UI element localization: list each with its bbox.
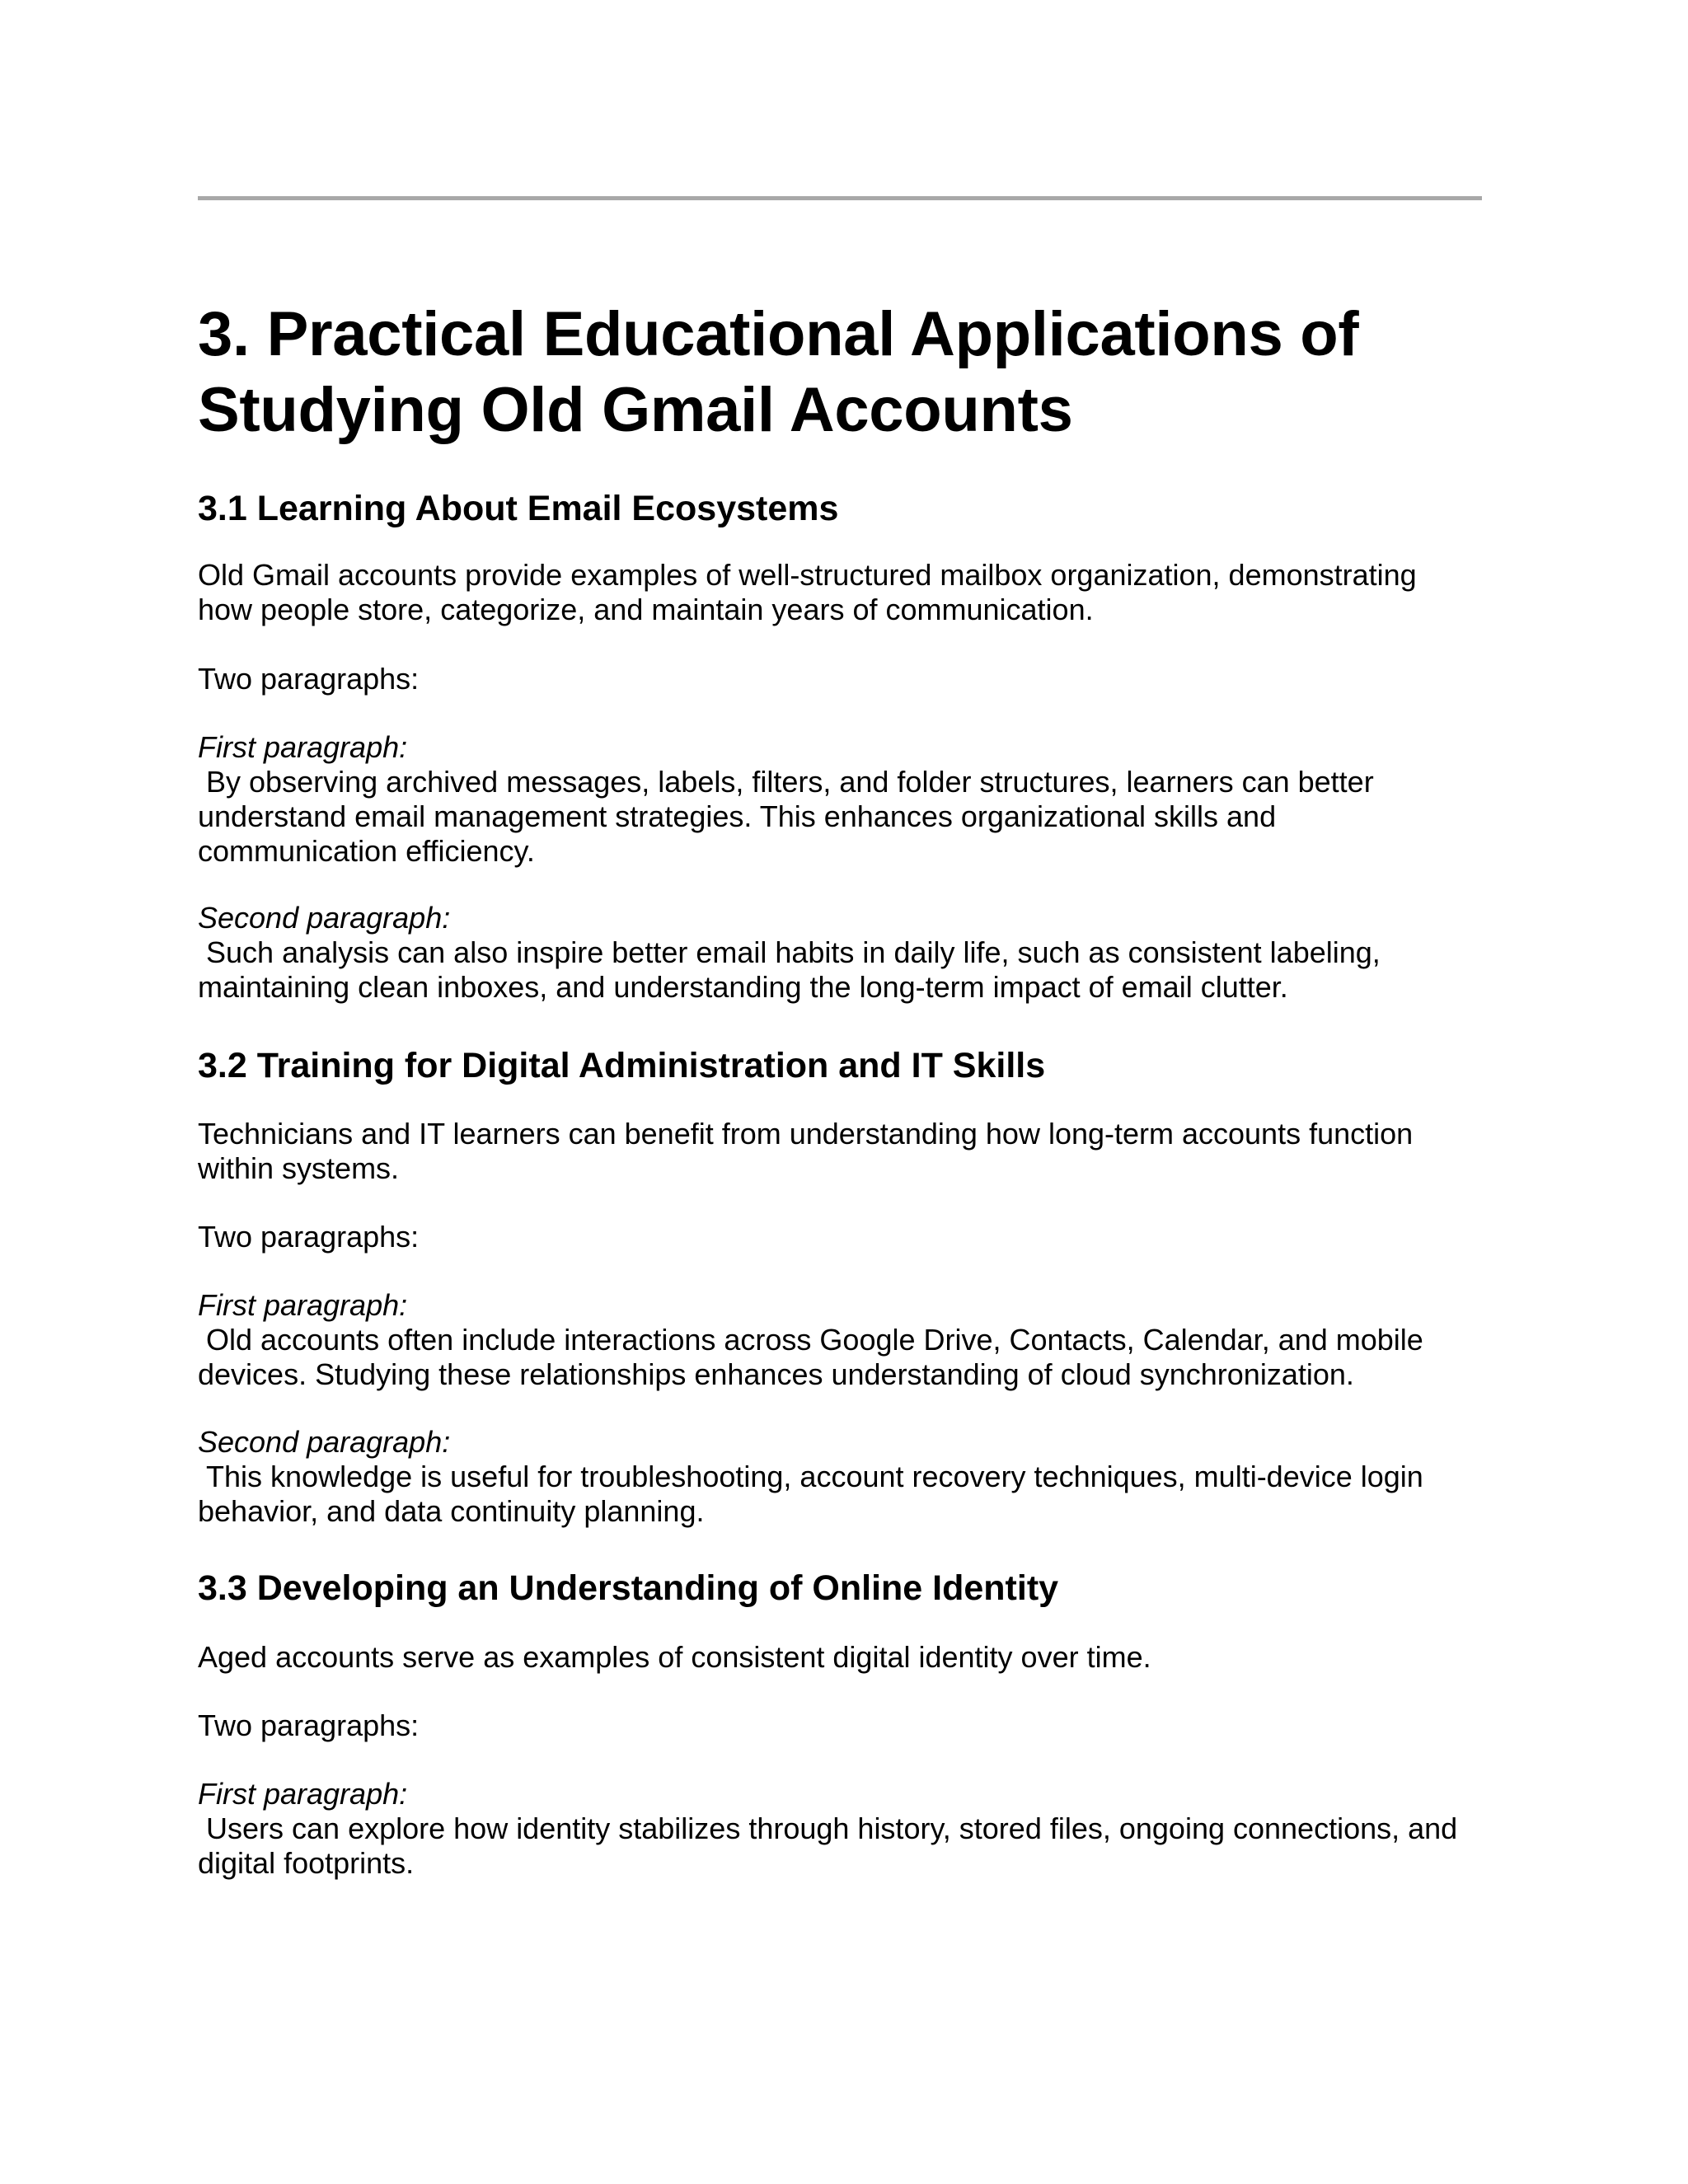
section-3-2-two-paragraphs: Two paragraphs: xyxy=(198,1220,420,1254)
section-3-1-intro xyxy=(198,558,1492,627)
section-heading-3-1: 3.1 Learning About Email Ecosystems xyxy=(198,489,839,528)
horizontal-rule xyxy=(198,196,1482,200)
paragraph-label: Second paragraph: xyxy=(198,1425,451,1459)
section-3-3-intro xyxy=(198,1640,1492,1675)
paragraph-line: devices. Studying these relationships enhances understanding of cloud synchronization. xyxy=(198,1357,1354,1391)
section-3-3-two-paragraphs: Two paragraphs: xyxy=(198,1708,420,1742)
title-line-2: Studying Old Gmail Accounts xyxy=(198,375,1073,445)
paragraph-line: Old accounts often include interactions across Google Drive, Contacts, Calendar, and mobile xyxy=(198,1323,1423,1357)
section-3-1-second-paragraph xyxy=(198,901,1492,1005)
page-title xyxy=(198,297,1358,448)
section-heading-3-3: 3.3 Developing an Understanding of Online Identity xyxy=(198,1568,1059,1608)
paragraph-label: First paragraph: xyxy=(198,730,408,764)
intro-line: how people store, categorize, and maintain years of communication. xyxy=(198,593,1094,626)
paragraph-line: understand email management strategies. This enhances organizational skills and xyxy=(198,799,1277,833)
intro-line: Aged accounts serve as examples of consistent digital identity over time. xyxy=(198,1640,1151,1674)
title-line-1: 3. Practical Educational Applications of xyxy=(198,299,1359,369)
section-3-2-second-paragraph xyxy=(198,1425,1492,1529)
paragraph-label: Second paragraph: xyxy=(198,901,451,935)
paragraph-line: Such analysis can also inspire better email habits in daily life, such as consistent labeling, xyxy=(198,935,1381,969)
section-3-1-first-paragraph xyxy=(198,730,1492,869)
paragraph-line: maintaining clean inboxes, and understanding the long-term impact of email clutter. xyxy=(198,970,1288,1004)
paragraph-label: First paragraph: xyxy=(198,1777,408,1811)
section-3-3-first-paragraph xyxy=(198,1777,1492,1881)
section-3-2-intro xyxy=(198,1117,1492,1186)
paragraph-line: communication efficiency. xyxy=(198,834,535,868)
paragraph-line: This knowledge is useful for troubleshooting, account recovery techniques, multi-device login xyxy=(198,1460,1423,1493)
intro-line: Technicians and IT learners can benefit from understanding how long-term accounts function xyxy=(198,1117,1414,1151)
section-3-1-two-paragraphs: Two paragraphs: xyxy=(198,662,420,696)
intro-line: Old Gmail accounts provide examples of well-structured mailbox organization, demonstrating xyxy=(198,558,1417,592)
paragraph-line: behavior, and data continuity planning. xyxy=(198,1494,705,1528)
paragraph-line: Users can explore how identity stabilizes through history, stored files, ongoing connections, and xyxy=(198,1811,1458,1845)
paragraph-line: By observing archived messages, labels, filters, and folder structures, learners can better xyxy=(198,765,1374,799)
intro-line: within systems. xyxy=(198,1151,400,1185)
paragraph-line: digital footprints. xyxy=(198,1846,415,1880)
section-3-2-first-paragraph xyxy=(198,1288,1492,1392)
paragraph-label: First paragraph: xyxy=(198,1288,408,1322)
section-heading-3-2: 3.2 Training for Digital Administration and IT Skills xyxy=(198,1046,1046,1085)
